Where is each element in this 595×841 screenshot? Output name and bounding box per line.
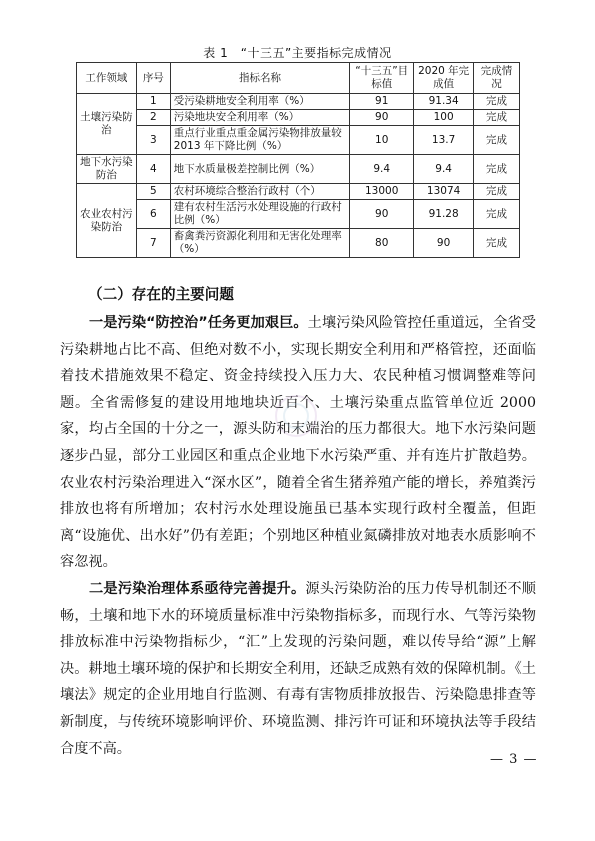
- name-cell: 地下水质量极差控制比例（%）: [170, 155, 349, 184]
- actual-cell: 13.7: [414, 126, 474, 155]
- table-header-row: [77, 63, 520, 94]
- no-cell: 7: [136, 229, 170, 258]
- paragraph: [60, 576, 536, 762]
- header-actual: 2020 年完成值: [414, 63, 474, 94]
- actual-cell: 90: [414, 229, 474, 258]
- status-cell: 完成: [474, 110, 520, 126]
- status-cell: 完成: [474, 94, 520, 110]
- watermark-icon: [272, 392, 320, 440]
- status-cell: 完成: [474, 155, 520, 184]
- no-cell: 2: [136, 110, 170, 126]
- table-row: [77, 110, 520, 126]
- table-caption: 表 1 “十三五”主要指标完成情况: [203, 46, 392, 60]
- no-cell: 3: [136, 126, 170, 155]
- paragraph-lead: 二是污染治理体系亟待完善提升。: [89, 580, 306, 597]
- name-cell: 受污染耕地安全利用率（%）: [170, 94, 349, 110]
- paragraph-text: 土壤污染风险管控任重道远，全省受污染耕地占比不高、但绝对数不小，实现长期安全利用和严格管控，还面临着技术措施效果不稳定、资金持续投入压力大、农民种植习惯调整难等问题。全省需修复的建设用地地块近百个、土壤污染重点监管单位近 2000 家，均占全国的十分之一，源头防和末端治的压力都很大。地下水污染问题逐步凸显，部分工业园区和重点企业地下水污染严重、并有连片扩散趋势。农业农村污染治理进入“深水区”，随着全省生猪养殖产能的增长，养殖粪污排放也将有所增加；农村污水处理设施虽已基本实现行政村全覆盖，但距离“设施优、出水好”仍有差距；个别地区种植业氮磷排放对地表水质影响不容忽视。: [60, 315, 536, 571]
- header-status: 完成情况: [474, 63, 520, 94]
- name-cell: 畜禽粪污资源化利用和无害化处理率（%）: [170, 229, 349, 258]
- status-cell: 完成: [474, 229, 520, 258]
- target-cell: 90: [350, 200, 414, 229]
- body-text: [60, 280, 536, 762]
- area-cell: 地下水污染防治: [77, 155, 137, 184]
- target-cell: 13000: [350, 184, 414, 200]
- section-heading: （二）存在的主要问题: [88, 286, 234, 303]
- paragraph: [60, 310, 536, 576]
- name-cell: 污染地块安全利用率（%）: [170, 110, 349, 126]
- table-row: [77, 155, 520, 184]
- page-number: — 3 —: [490, 752, 538, 767]
- actual-cell: 91.28: [414, 200, 474, 229]
- no-cell: 1: [136, 94, 170, 110]
- table-row: [77, 229, 520, 258]
- no-cell: 4: [136, 155, 170, 184]
- area-cell: 农业农村污染防治: [77, 184, 137, 258]
- actual-cell: 91.34: [414, 94, 474, 110]
- table-row: [77, 126, 520, 155]
- name-cell: 建有农村生活污水处理设施的行政村比例（%）: [170, 200, 349, 229]
- actual-cell: 100: [414, 110, 474, 126]
- status-cell: 完成: [474, 126, 520, 155]
- table-row: [77, 94, 520, 110]
- paragraph-lead: 一是污染“防控治”任务更加艰巨。: [89, 315, 308, 331]
- status-cell: 完成: [474, 200, 520, 229]
- target-cell: 91: [350, 94, 414, 110]
- paragraph-text: 源头污染防治的压力传导机制还不顺畅，土壤和地下水的环境质量标准中污染物指标多，而现行水、气等污染物排放标准中污染物指标少，“汇”上发现的污染问题，难以传导给“源”上解决。耕地土壤环境的保护和长期安全利用，还缺乏成熟有效的保障机制。《土壤法》规定的企业用地自行监测、有毒有害物质排放报告、污染隐患排查等新制度，与传统环境影响评价、环境监测、排污许可证和环境执法等手段结合度不高。: [60, 580, 536, 757]
- target-cell: 90: [350, 110, 414, 126]
- header-name: 指标名称: [170, 63, 349, 94]
- actual-cell: 9.4: [414, 155, 474, 184]
- target-cell: 10: [350, 126, 414, 155]
- table-row: [77, 200, 520, 229]
- name-cell: 农村环境综合整治行政村（个）: [170, 184, 349, 200]
- header-no: 序号: [136, 63, 170, 94]
- table-row: [77, 184, 520, 200]
- target-cell: 9.4: [350, 155, 414, 184]
- header-area: 工作领域: [77, 63, 137, 94]
- header-target: “十三五”目标值: [350, 63, 414, 94]
- status-cell: 完成: [474, 184, 520, 200]
- indicator-table: [76, 62, 520, 258]
- actual-cell: 13074: [414, 184, 474, 200]
- target-cell: 80: [350, 229, 414, 258]
- no-cell: 6: [136, 200, 170, 229]
- name-cell: 重点行业重点重金属污染物排放量较 2013 年下降比例（%）: [170, 126, 349, 155]
- area-cell: 土壤污染防治: [77, 94, 137, 155]
- no-cell: 5: [136, 184, 170, 200]
